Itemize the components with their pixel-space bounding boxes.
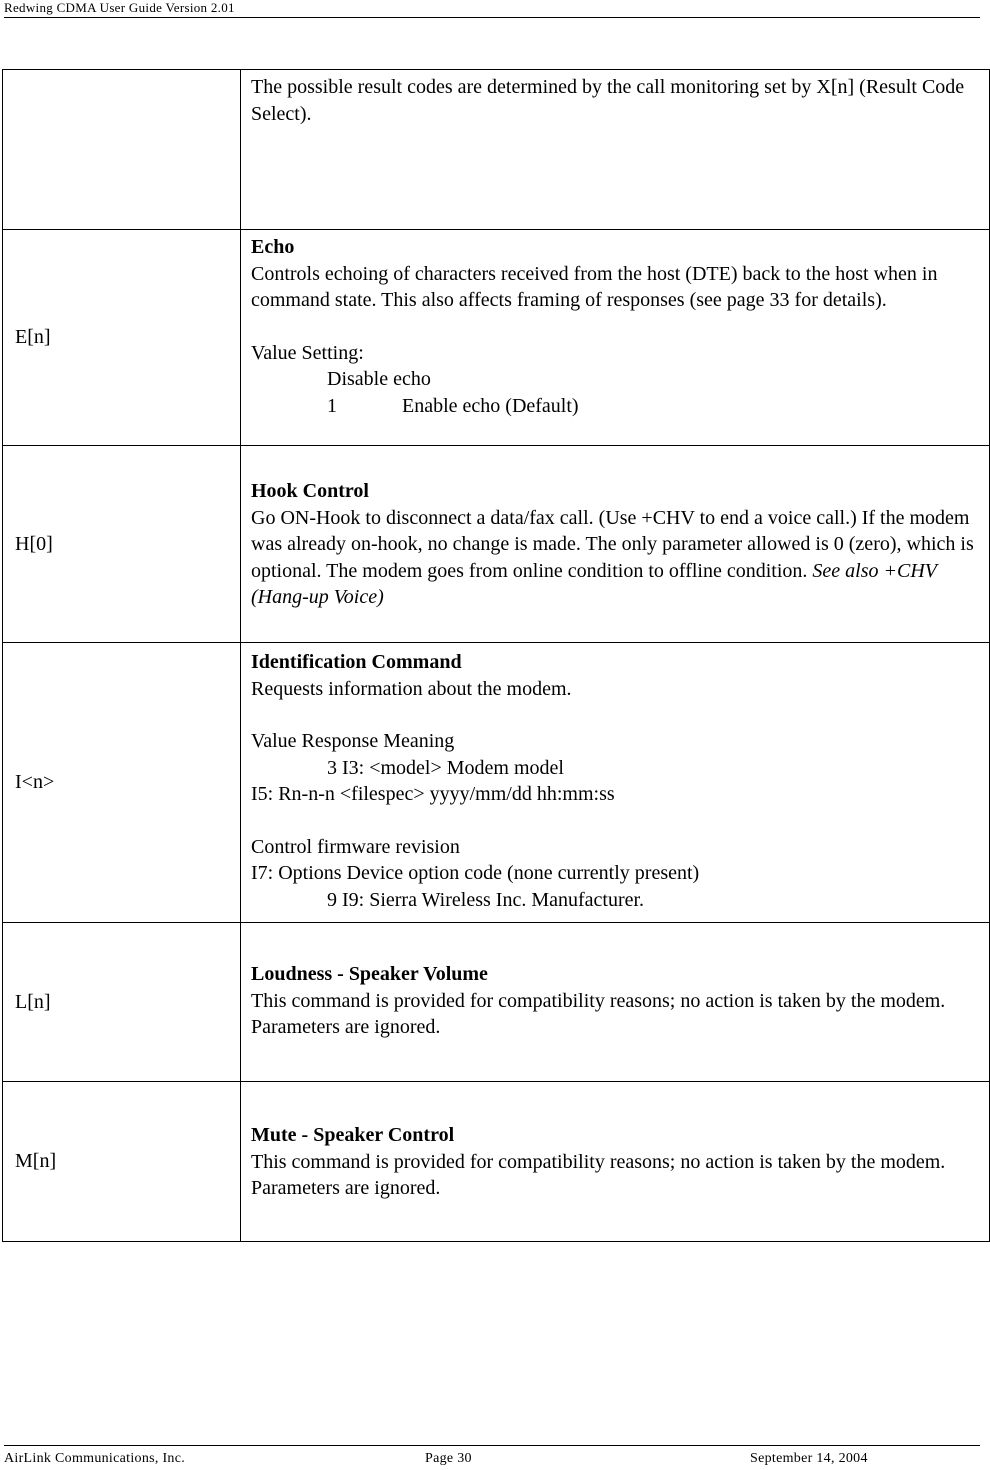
- footer-page-number: Page 30: [425, 1451, 472, 1466]
- value-text: Enable echo (Default): [402, 394, 579, 417]
- description-cell: [241, 70, 990, 230]
- spacer: [251, 702, 979, 728]
- footer-company: AirLink Communications, Inc.: [4, 1451, 186, 1466]
- value-line: [251, 393, 979, 420]
- value-table-header: Value Response Meaning: [251, 730, 455, 752]
- command-description: Requests information about the modem.: [251, 677, 572, 700]
- value-number: 1: [327, 394, 337, 417]
- table-row: [3, 230, 990, 446]
- value-line: 9 I9: Sierra Wireless Inc. Manufacturer.: [327, 888, 645, 911]
- command-cell: L[n]: [3, 923, 241, 1082]
- footer-rule: [4, 1445, 980, 1446]
- command-description: This command is provided for compatibility reasons; no action is taken by the modem. Parameters are ignored.: [251, 1150, 946, 1199]
- command-title: Identification Command: [251, 651, 462, 673]
- description-text: Go ON-Hook to disconnect a data/fax call. (Use +CHV to end a voice call.) If the modem was already on-hook, no change is made. The only parameter allowed is 0 (zero), which is optional. The modem goes from online condition to offline condition.: [251, 506, 974, 582]
- command-description: [251, 505, 979, 611]
- value-line: I5: Rn-n-n <filespec> yyyy/mm/dd hh:mm:ss: [251, 783, 615, 805]
- value-line: I7: Options Device option code (none currently present): [251, 862, 700, 884]
- command-cell: H[0]: [3, 446, 241, 643]
- command-cell: I<n>: [3, 643, 241, 923]
- value-line: 3 I3: <model> Modem model: [327, 756, 564, 779]
- table-row: [3, 446, 990, 643]
- command-cell: E[n]: [3, 230, 241, 446]
- command-cell: M[n]: [3, 1082, 241, 1242]
- table-row: [3, 643, 990, 923]
- table-row: [3, 923, 990, 1082]
- page-footer: [4, 1451, 980, 1469]
- table-row: [3, 70, 990, 230]
- result-codes-text: The possible result codes are determined by the call monitoring set by X[n] (Result Code Select).: [251, 76, 965, 125]
- description-cell: [241, 230, 990, 446]
- table-row: [3, 1082, 990, 1242]
- spacer: [251, 314, 979, 340]
- command-description: This command is provided for compatibility reasons; no action is taken by the modem. Parameters are ignored.: [251, 989, 946, 1038]
- command-cell: [3, 70, 241, 230]
- header-rule: [4, 17, 980, 18]
- footer-date: September 14, 2004: [750, 1451, 868, 1466]
- command-title: Mute - Speaker Control: [251, 1124, 455, 1146]
- running-header: Redwing CDMA User Guide Version 2.01: [4, 0, 235, 15]
- description-cell: [241, 643, 990, 923]
- command-title: Hook Control: [251, 480, 369, 502]
- value-label: Value Setting:: [251, 341, 364, 364]
- description-cell: [241, 1082, 990, 1242]
- command-table: [2, 69, 990, 1242]
- description-cell: [241, 923, 990, 1082]
- command-description: Controls echoing of characters received from the host (DTE) back to the host when in command state. This also affects framing of responses (see page 33 for details).: [251, 262, 938, 311]
- value-line: Control firmware revision: [251, 835, 460, 858]
- description-cell: [241, 446, 990, 643]
- see-also-text: See also +CHV (Hang-up Voice): [251, 559, 937, 608]
- command-title: Echo: [251, 236, 295, 258]
- spacer: [251, 808, 979, 834]
- value-line: Disable echo: [327, 368, 431, 390]
- command-title: Loudness - Speaker Volume: [251, 963, 488, 985]
